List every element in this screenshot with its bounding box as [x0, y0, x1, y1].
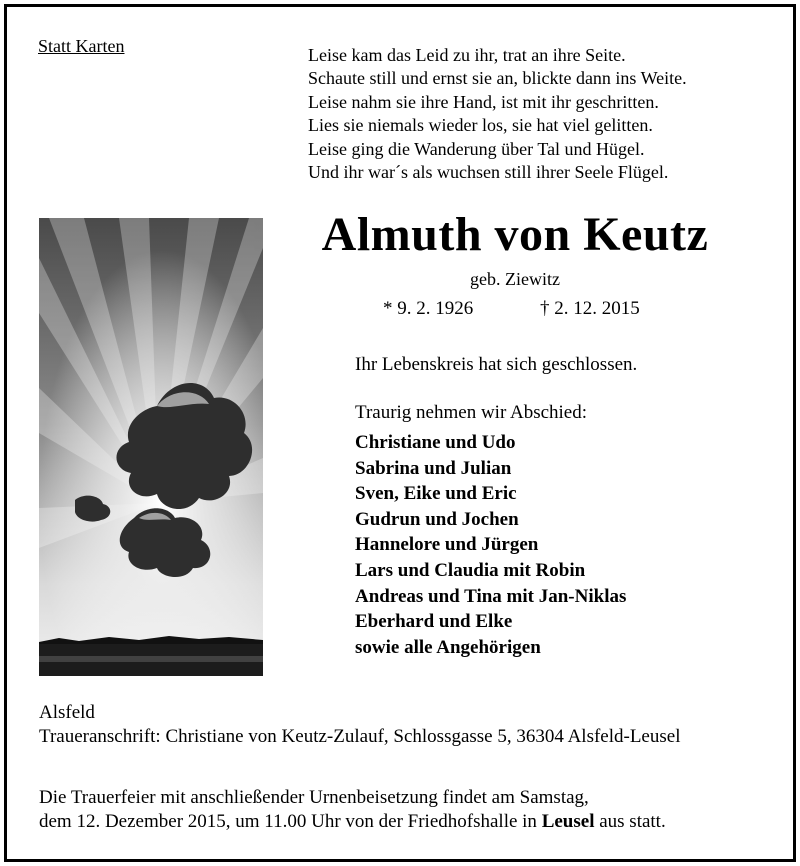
farewell-text: Traurig nehmen wir Abschied:: [355, 402, 588, 423]
mourner-entry: Andreas und Tina mit Jan-Niklas: [355, 585, 627, 607]
poem-line: Leise kam das Leid zu ihr, trat an ihre Seite.: [308, 45, 626, 65]
poem-line: Schaute still und ernst sie an, blickte dann ins Weite.: [308, 68, 687, 89]
service-line-1: Die Trauerfeier mit anschließender Urnenbeisetzung findet am Samstag,: [39, 787, 589, 808]
poem-line: Und ihr war´s als wuchsen still ihrer Seele Flügel.: [308, 162, 669, 183]
life-circle-text: Ihr Lebenskreis hat sich geschlossen.: [355, 354, 638, 375]
mourner-entry: Hannelore und Jürgen: [355, 534, 539, 556]
death-date: † 2. 12. 2015: [540, 298, 640, 319]
mourner-entry: Lars und Claudia mit Robin: [355, 559, 586, 581]
mourner-entry: Gudrun und Jochen: [355, 508, 519, 530]
poem-line: Leise nahm sie ihre Hand, ist mit ihr geschritten.: [308, 91, 659, 112]
funeral-service-info: [39, 786, 666, 834]
mourning-address: Traueranschrift: Christiane von Keutz-Zulauf, Schlossgasse 5, 36304 Alsfeld-Leusel: [39, 726, 681, 747]
poem-line: Lies sie niemals wieder los, sie hat viel gelitten.: [308, 115, 653, 136]
deceased-name: Almuth von Keutz: [321, 208, 709, 261]
birth-name: geb. Ziewitz: [470, 269, 560, 289]
city: Alsfeld: [39, 702, 95, 723]
mourner-entry: Christiane und Udo: [355, 432, 516, 453]
mourner-entry: Eberhard und Elke: [355, 611, 513, 633]
header-label: Statt Karten: [38, 36, 125, 56]
mourner-entry: Sven, Eike und Eric: [355, 483, 517, 505]
service-line-2-end: aus statt.: [594, 811, 666, 832]
birth-date: * 9. 2. 1926: [383, 298, 474, 319]
mourner-entry: sowie alle Angehörigen: [355, 636, 541, 658]
poem-line: Leise ging die Wanderung über Tal und Hügel.: [308, 138, 645, 159]
mourner-entry: Sabrina und Julian: [355, 457, 512, 479]
mourners-list: [355, 430, 626, 660]
poem: [308, 44, 687, 184]
service-location: Leusel: [541, 811, 595, 832]
service-line-2: [39, 810, 666, 834]
service-line-2-text: dem 12. Dezember 2015, um 11.00 Uhr von der Friedhofshalle in: [39, 811, 542, 832]
